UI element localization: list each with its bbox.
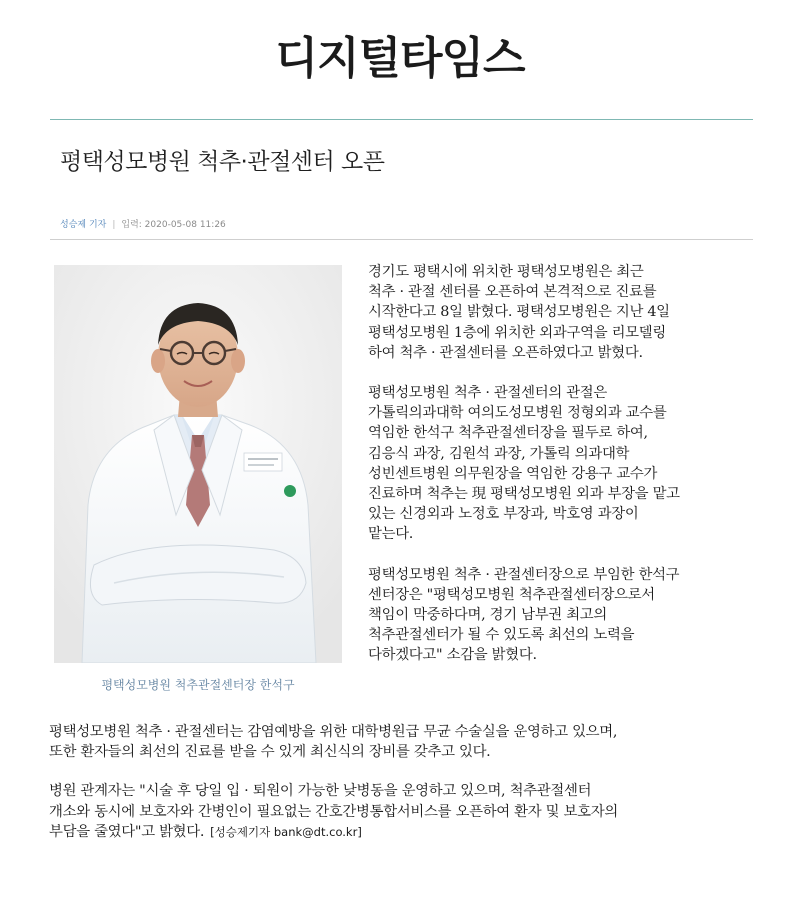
photo-caption: 평택성모병원 척추관절센터장 한석구	[101, 678, 295, 692]
publish-date: 입력: 2020-05-08 11:26	[121, 220, 226, 230]
text-line: 시작한다고 8일 밝혔다. 평택성모병원은 지난 4일	[368, 304, 670, 321]
text-line: 센터장은 "평택성모병원 척추관절센터장으로서	[368, 586, 655, 603]
text-line: 평택성모병원 1층에 위치한 외과구역을 리모델링	[368, 324, 666, 341]
paragraph	[49, 781, 764, 842]
text-line: 책임이 막중하다며, 경기 남부권 최고의	[368, 607, 607, 624]
closing-text: 부담을 줄였다"고 밝혔다.	[49, 823, 205, 840]
text-line: 있는 신경외과 노정호 부장과, 박호영 과장이	[368, 506, 639, 523]
text-line: 성빈센트병원 의무원장을 역임한 강용구 교수가	[368, 465, 658, 482]
newspaper-logo[interactable]: 디지털타임스	[275, 33, 525, 84]
text-line: 역임한 한석구 척추관절센터장을 필두로 하여,	[368, 425, 648, 442]
text-line: 평택성모병원 척추 · 관절센터는 감염예방을 위한 대학병원급 무균 수술실을 운영하고 있으며,	[49, 724, 618, 740]
text-line: 척추 · 관절 센터를 오픈하여 본격적으로 진료를	[368, 284, 657, 301]
header-divider	[50, 119, 753, 120]
text-line: 개소와 동시에 보호자와 간병인이 필요없는 간호간병통합서비스를 오픈하여 환자 및 보호자의	[49, 803, 618, 820]
article-headline: 평택성모병원 척추·관절센터 오픈	[60, 149, 385, 175]
text-line: 가톨릭의과대학 여의도성모병원 정형외과 교수를	[368, 405, 667, 422]
text-line: 맡는다.	[368, 526, 414, 543]
byline	[60, 217, 226, 230]
text-line: 김응식 과장, 김원석 과장, 가톨릭 의과대학	[368, 445, 630, 462]
paragraph	[368, 565, 768, 666]
article-body-side	[368, 262, 768, 686]
paragraph	[368, 262, 768, 363]
byline-divider	[50, 239, 753, 240]
reporter-link[interactable]: 성승제 기자	[60, 220, 107, 230]
paragraph	[49, 722, 764, 762]
paragraph	[368, 383, 768, 545]
byline-separator: |	[112, 220, 116, 230]
doctor-portrait-image	[54, 265, 342, 663]
text-line: 진료하며 척추는 現 평택성모병원 외과 부장을 맡고	[368, 486, 680, 503]
text-line: 척추관절센터가 될 수 있도록 최선의 노력을	[368, 627, 635, 644]
reporter-contact[interactable]: [성승제기자 bank@dt.co.kr]	[210, 824, 362, 839]
text-line	[49, 822, 764, 842]
text-line: 병원 관계자는 "시술 후 당일 입 · 퇴원이 가능한 낮병동을 운영하고 있으며, 척추관절센터	[49, 783, 592, 800]
text-line: 평택성모병원 척추 · 관절센터의 관절은	[368, 385, 607, 402]
text-line: 경기도 평택시에 위치한 평택성모병원은 최근	[368, 264, 644, 280]
text-line: 하여 척추 · 관절센터를 오픈하였다고 밝혔다.	[368, 344, 643, 361]
text-line: 또한 환자들의 최선의 진료를 받을 수 있게 최신식의 장비를 갖추고 있다.	[49, 744, 491, 761]
article-photo	[54, 265, 342, 663]
text-line: 평택성모병원 척추 · 관절센터장으로 부임한 한석구	[368, 566, 680, 583]
article-body-full	[49, 722, 764, 861]
text-line: 다하겠다고" 소감을 밝혔다.	[368, 647, 537, 664]
